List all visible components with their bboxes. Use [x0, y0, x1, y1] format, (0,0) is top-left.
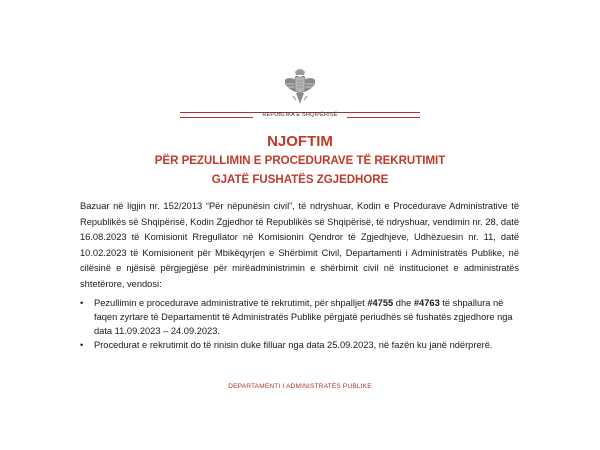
bullet-icon: •	[80, 298, 84, 308]
republic-label: REPUBLIKA E SHQIPËRISË	[262, 112, 338, 118]
announcement-number: #4763	[413, 298, 440, 308]
coat-of-arms-icon	[283, 66, 317, 108]
body-paragraph: Bazuar në ligjin nr. 152/2013 “Për nëpunësin civil”, të ndryshuar, Kodin e Procedurave Administrative të Republikës së Shqipërisë, Kodin Zgjedhor të Republikës së Shqipërisë, të ndryshuar, vendimin nr. 28, datë 16.08.2023 të Komisionit Rregullator në Komisionin Qendror të Zgjedhjeve, Udhëzuesin nr. 11, datë 10.02.2023 të Komisionerit për Mbikëqyrjen e Shërbimit Civil, Departamenti i Administratës Publike, në cilësinë e njësisë përgjegjëse për mirëadministrimin e shërbimit civil në institucionet e administratës shtetërore, vendosi:	[80, 201, 519, 289]
announcement-number: #4755	[367, 298, 394, 308]
bullet-icon: •	[80, 340, 84, 350]
notice-title: NJOFTIM	[267, 133, 333, 150]
notice-subtitle-line1: PËR PEZULLIMIN E PROCEDURAVE TË REKRUTIMIT	[154, 155, 446, 167]
bullet-text: Procedurat e rekrutimit do të rinisin duke filluar nga data 25.09.2023, në fazën ku janë ndërprerë.	[94, 340, 493, 350]
bullet-text: dhe	[393, 298, 414, 308]
list-item	[80, 338, 519, 352]
bullet-text: të shpallura në faqen zyrtare të Departamentit të Administratës Publike përgjatë periudhës së fushatës zgjedhore nga data 11.09.2023 – 24.09.2023.	[94, 298, 513, 336]
department-footer: DEPARTAMENTI I ADMINISTRATËS PUBLIKE	[228, 383, 372, 390]
notice-subtitle-line2: GJATË FUSHATËS ZGJEDHORE	[211, 174, 389, 186]
decision-list	[80, 296, 519, 352]
bullet-text: Pezullimin e procedurave administrative të rekrutimit, për shpalljet	[94, 298, 368, 308]
list-item	[80, 296, 519, 338]
